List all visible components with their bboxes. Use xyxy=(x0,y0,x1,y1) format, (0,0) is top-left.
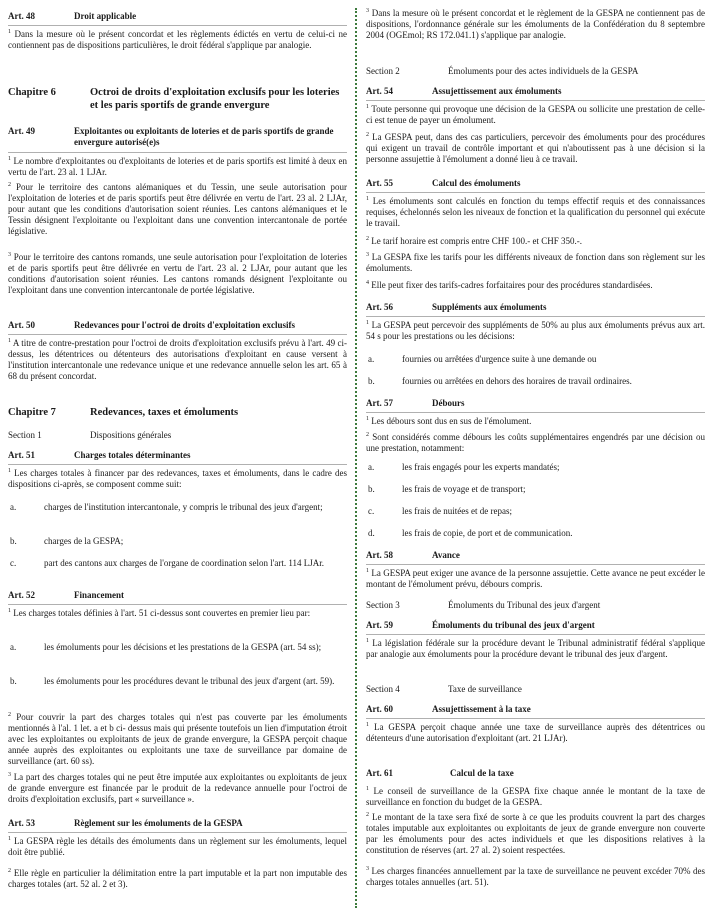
paragraph: $^1$ Les charges totales définies à l'art. 51 ci-dessus sont couvertes en premier lieu par: xyxy=(8,608,311,618)
paragraph: $^2$ Pour couvrir la part des charges totales qui n'est pas couverte par les émoluments mentionnés à l'al. 1 let. a et b ci- dessus mais qui présente toutefois un lien d'imputation étroit avec les exploitantes ou exploitants de jeux de grande envergure, la GESPA perçoit chaque année auprès des exploitantes ou exploitants une taxe de surveillance par domaine de surveillance (art. 60 ss). xyxy=(8,712,347,766)
heading-rule xyxy=(8,604,347,605)
right-column xyxy=(366,0,705,916)
article-heading xyxy=(366,178,705,189)
article-title: Émoluments du tribunal des jeux d'argent xyxy=(432,620,595,630)
list-item: b. fournies ou arrêtées en dehors des horaires de travail ordinaires. xyxy=(368,376,632,386)
paragraph: $^1$ La GESPA perçoit chaque année une taxe de surveillance auprès des détentrices ou détenteurs d'une autorisation d'exploitant (art. 21 LJAr). xyxy=(366,722,705,743)
paragraph: $^2$ Sont considérés comme débours les coûts supplémentaires engendrés par une décision ou une prestation, notamment: xyxy=(366,432,705,453)
article-heading xyxy=(366,86,705,97)
heading-rule xyxy=(366,634,705,635)
article-heading xyxy=(8,320,347,331)
paragraph: $^1$ Dans la mesure où le présent concordat et les règlements édictés en vertu de celui-ci ne contiennent pas de dispositions particulières, le droit fédéral s'applique par analogie. xyxy=(8,29,347,50)
paragraph: $^1$ Le conseil de surveillance de la GESPA fixe chaque année le montant de la taxe de surveillance en fonction du budget de la GESPA. xyxy=(366,786,705,807)
article-title: Calcul des émoluments xyxy=(432,178,521,188)
paragraph: $^1$ Toute personne qui provoque une décision de la GESPA ou sollicite une prestation de celle-ci est tenue de payer un émolument. xyxy=(366,104,705,125)
article-number: Art. 56 xyxy=(366,302,393,312)
heading-rule xyxy=(8,152,347,153)
paragraph: $^2$ La GESPA peut, dans des cas particuliers, percevoir des émoluments pour des procédures qui exigent un travail de contrôle important et qui n'aboutissent pas à une décision si la personne assujettie à l'émolument a donné lieu à ce travail. xyxy=(366,132,705,164)
section-title: Taxe de surveillance xyxy=(448,684,522,694)
chapter-number: Chapitre 7 xyxy=(8,407,56,418)
heading-rule xyxy=(366,100,705,101)
article-number: Art. 48 xyxy=(8,11,35,21)
section-number: Section 2 xyxy=(366,66,400,76)
list-item: c. part des cantons aux charges de l'organe de coordination selon l'art. 114 LJAr. xyxy=(10,558,324,568)
article-number: Art. 59 xyxy=(366,620,393,630)
article-title: Charges totales déterminantes xyxy=(74,450,191,460)
heading-rule xyxy=(8,832,347,833)
heading-rule xyxy=(366,412,705,413)
list-item: a. charges de l'institution intercantonale, y compris le tribunal des jeux d'argent; xyxy=(10,502,323,512)
paragraph: $^1$ La GESPA peut percevoir des suppléments de 50% au plus aux émoluments prévus aux art. 54 s pour les prestations ou les décisions: xyxy=(366,320,705,341)
list-item: b. charges de la GESPA; xyxy=(10,536,124,546)
paragraph: $^1$ A titre de contre-prestation pour l'octroi de droits d'exploitation exclusifs prévu à l'art. 49 ci-dessus, les détentrices ou détenteurs des autorisations d'exploitant en cause versent à l'institution intercantonale une redevance unique et une redevance annuelle selon les art. 65 à 68 du présent concordat. xyxy=(8,338,347,381)
paragraph: $^1$ Les charges totales à financer par des redevances, taxes et émoluments, dans le cadre des dispositions ci-après, se composent comme suit: xyxy=(8,468,347,489)
article-title: Débours xyxy=(432,398,465,408)
paragraph: $^1$ La GESPA peut exiger une avance de la personne assujettie. Cette avance ne peut excéder le montant de l'émolument prévu, débours compris. xyxy=(366,568,705,589)
paragraph: $^2$ Le tarif horaire est compris entre CHF 100.- et CHF 350.-. xyxy=(366,236,582,246)
article-heading xyxy=(366,704,705,715)
article-number: Art. 55 xyxy=(366,178,393,188)
article-title: Avance xyxy=(432,550,460,560)
heading-rule xyxy=(8,334,347,335)
article-heading xyxy=(366,398,705,409)
article-title: Suppléments aux émoluments xyxy=(432,302,547,312)
list-item: b. les émoluments pour les procédures devant le tribunal des jeux d'argent (art. 59). xyxy=(10,676,335,686)
column-divider xyxy=(355,8,357,908)
article-heading xyxy=(366,302,705,313)
article-title: Redevances pour l'octroi de droits d'exploitation exclusifs xyxy=(74,320,296,330)
article-title: Assujettissement à la taxe xyxy=(432,704,531,714)
chapter-number: Chapitre 6 xyxy=(8,87,56,98)
section-number: Section 4 xyxy=(366,684,400,694)
article-heading xyxy=(366,550,705,561)
article-number: Art. 58 xyxy=(366,550,393,560)
article-title: Assujettissement aux émoluments xyxy=(432,86,562,96)
paragraph: $^3$ La GESPA fixe les tarifs pour les différents niveaux de fonction dans son règlement sur les émoluments. xyxy=(366,252,705,273)
article-heading xyxy=(8,11,347,22)
article-title: Exploitantes ou exploitants de loteries et de paris sportifs de grande envergure autorisé(e)s xyxy=(74,126,334,147)
left-column xyxy=(8,0,347,916)
section-heading xyxy=(8,430,347,441)
paragraph: $^1$ Les émoluments sont calculés en fonction du temps effectif requis et des connaissances requises, échelonnés selon les niveaux de fonction et la qualification du personnel qui exécute le travail. xyxy=(366,196,705,228)
article-heading xyxy=(8,818,347,829)
section-heading xyxy=(366,684,705,695)
article-number: Art. 53 xyxy=(8,818,35,828)
paragraph: $^2$ Elle règle en particulier la délimitation entre la part imputable et la part non imputable des charges totales (art. 52 al. 2 et 3). xyxy=(8,868,347,889)
paragraph: $^3$ La part des charges totales qui ne peut être imputée aux exploitantes ou exploitants de jeux de grande envergure est financée par le produit de la redevance annuelle pour l'octroi de droits d'exploitation exclusifs, part « surveillance ». xyxy=(8,772,347,804)
article-number: Art. 51 xyxy=(8,450,35,460)
article-number: Art. 60 xyxy=(366,704,393,714)
chapter-title: Redevances, taxes et émoluments xyxy=(90,407,239,418)
paragraph: $^1$ La GESPA règle les détails des émoluments dans un règlement sur les émoluments, lequel doit être publié. xyxy=(8,836,347,857)
paragraph: $^3$ Dans la mesure où le présent concordat et le règlement de la GESPA ne contiennent pas de dispositions, l'ordonnance générale sur les émoluments de la Confédération du 8 septembre 2004 (OGEmol; RS 172.041.1) s'applique par analogie. xyxy=(366,8,705,40)
list-item: a. les frais engagés pour les experts mandatés; xyxy=(368,462,560,472)
chapter-title: Octroi de droits d'exploitation exclusifs pour les loteries et les paris sportifs de grande envergure xyxy=(90,87,340,111)
paragraph: $^1$ Le nombre d'exploitantes ou d'exploitants de loteries et de paris sportifs est limité à deux en vertu de l'art. 23 al. 1 LJAr. xyxy=(8,156,347,177)
article-number: Art. 54 xyxy=(366,86,393,96)
article-title: Calcul de la taxe xyxy=(450,768,514,778)
paragraph: $^4$ Elle peut fixer des tarifs-cadres forfaitaires pour des procédures standardisées. xyxy=(366,280,653,290)
article-number: Art. 61 xyxy=(366,768,393,778)
article-title: Règlement sur les émoluments de la GESPA xyxy=(74,818,243,828)
heading-rule xyxy=(366,564,705,565)
paragraph: $^2$ Le montant de la taxe sera fixé de sorte à ce que les produits couvrent la part des charges totales imputable aux exploitantes ou exploitants de jeux de grande envergure non couverte par les émoluments pour des actes individuels et que les dispositions relatives à la constitution de réserves (art. 27 al. 2) soient respectées. xyxy=(366,812,705,855)
article-heading xyxy=(8,450,347,461)
heading-rule xyxy=(366,316,705,317)
list-item: c. les frais de nuitées et de repas; xyxy=(368,506,512,516)
article-heading xyxy=(366,620,705,631)
article-title: Financement xyxy=(74,590,124,600)
paragraph: $^1$ La législation fédérale sur la procédure devant le Tribunal administratif fédéral s'applique par analogie aux émoluments pour la procédure devant le tribunal des jeux d'argent. xyxy=(366,638,705,659)
section-title: Dispositions générales xyxy=(90,430,172,440)
article-number: Art. 49 xyxy=(8,126,35,136)
article-heading xyxy=(366,768,705,779)
heading-rule xyxy=(366,718,705,719)
article-heading xyxy=(8,590,347,601)
list-item: b. les frais de voyage et de transport; xyxy=(368,484,526,494)
heading-rule xyxy=(8,25,347,26)
paragraph: $^3$ Pour le territoire des cantons romands, une seule autorisation pour l'exploitation de loteries et de paris sportifs peut être délivrée en vertu de l'art. 23 al. 2 LJAr, pour autant que les conditions d'autorisation soient réunies. Les cantons romands désignent l'exploitante ou l'exploitant dans une convention intercantonale de portée législative. xyxy=(8,252,347,295)
section-title: Émoluments pour des actes individuels de la GESPA xyxy=(448,66,639,76)
article-number: Art. 52 xyxy=(8,590,35,600)
chapter-heading xyxy=(8,406,347,419)
section-heading xyxy=(366,66,705,77)
article-number: Art. 50 xyxy=(8,320,35,330)
heading-rule xyxy=(366,192,705,193)
list-item: a. fournies ou arrêtées d'urgence suite à une demande ou xyxy=(368,354,597,364)
section-number: Section 1 xyxy=(8,430,42,440)
paragraph: $^1$ Les débours sont dus en sus de l'émolument. xyxy=(366,416,532,426)
section-title: Émoluments du Tribunal des jeux d'argent xyxy=(448,600,601,610)
section-number: Section 3 xyxy=(366,600,400,610)
paragraph: $^2$ Pour le territoire des cantons alémaniques et du Tessin, une seule autorisation pour l'exploitation de loteries et de paris sportifs peut être délivrée en vertu de l'art. 23 al. 2 LJAr, pour autant que les conditions d'autorisation soient réunies. Les cantons alémaniques et le Tessin désignent l'exploitante ou l'exploitant dans une convention intercantonale de portée législative. xyxy=(8,182,347,236)
chapter-heading xyxy=(8,86,347,112)
paragraph: $^3$ Les charges financées annuellement par la taxe de surveillance ne peuvent excéder 70% des charges totales annuelles (art. 51). xyxy=(366,866,705,887)
list-item: a. les émoluments pour les décisions et les prestations de la GESPA (art. 54 ss); xyxy=(10,642,322,652)
list-item: d. les frais de copie, de port et de communication. xyxy=(368,528,573,538)
section-heading xyxy=(366,600,705,611)
article-number: Art. 57 xyxy=(366,398,393,408)
heading-rule xyxy=(8,464,347,465)
article-heading xyxy=(8,126,347,148)
article-title: Droit applicable xyxy=(74,11,137,21)
